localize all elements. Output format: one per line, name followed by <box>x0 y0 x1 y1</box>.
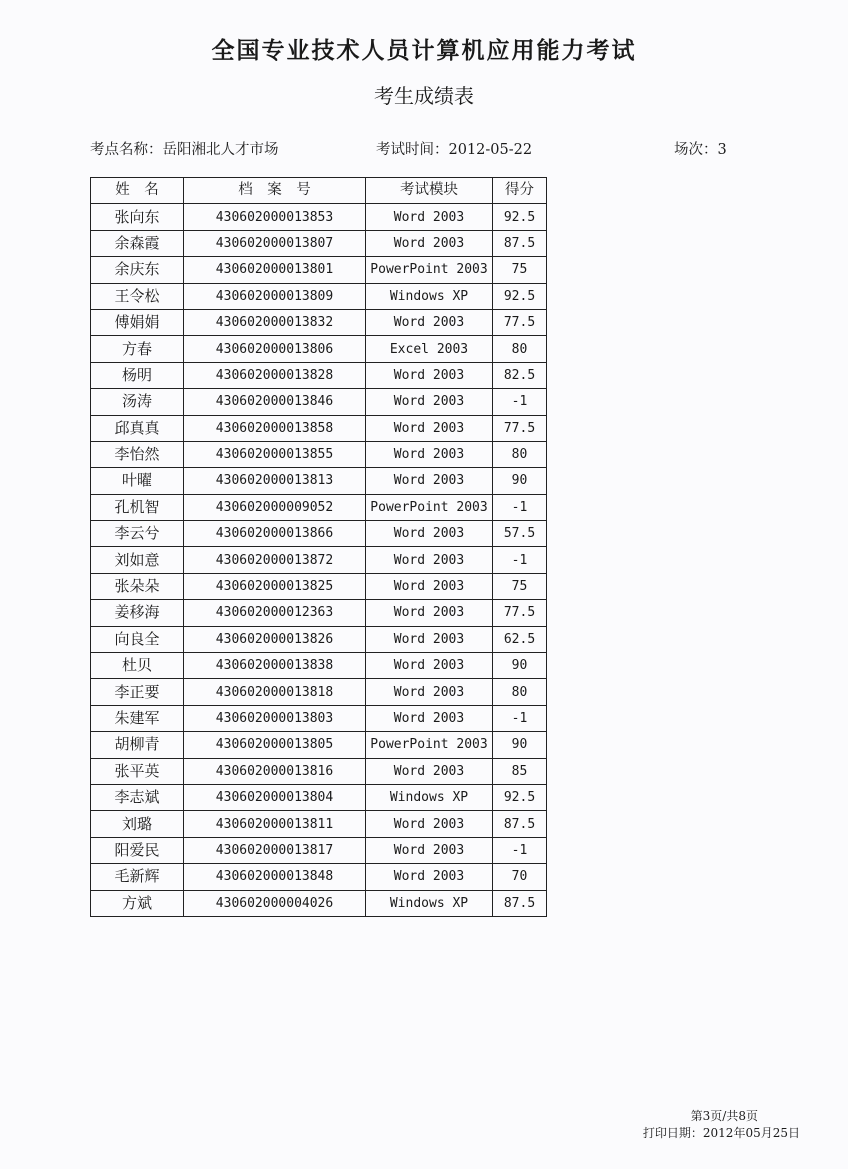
table-row <box>91 653 547 679</box>
cell-name: 向良全 <box>91 626 184 652</box>
cell-file-number: 430602000013805 <box>184 732 366 758</box>
cell-name: 邱真真 <box>91 415 184 441</box>
table-header-row <box>91 178 547 204</box>
cell-name: 姜移海 <box>91 600 184 626</box>
cell-module: PowerPoint 2003 <box>366 494 493 520</box>
cell-module: Word 2003 <box>366 811 493 837</box>
table-row <box>91 573 547 599</box>
cell-module: Word 2003 <box>366 389 493 415</box>
cell-module: Word 2003 <box>366 468 493 494</box>
exam-site: 考点名称：岳阳湘北人才市场 <box>90 142 279 158</box>
cell-file-number: 430602000013816 <box>184 758 366 784</box>
cell-score: 92.5 <box>493 283 547 309</box>
table-row <box>91 389 547 415</box>
cell-score: 80 <box>493 336 547 362</box>
cell-score: -1 <box>493 705 547 731</box>
cell-file-number: 430602000013825 <box>184 573 366 599</box>
cell-score: 90 <box>493 732 547 758</box>
table-row <box>91 811 547 837</box>
cell-file-number: 430602000004026 <box>184 890 366 916</box>
table-row <box>91 283 547 309</box>
cell-module: PowerPoint 2003 <box>366 257 493 283</box>
table-row <box>91 705 547 731</box>
cell-name: 孔机智 <box>91 494 184 520</box>
col-header-name: 姓 名 <box>91 178 184 204</box>
cell-module: Windows XP <box>366 890 493 916</box>
cell-file-number: 430602000013855 <box>184 441 366 467</box>
cell-file-number: 430602000013803 <box>184 705 366 731</box>
cell-name: 方春 <box>91 336 184 362</box>
cell-name: 杜贝 <box>91 653 184 679</box>
cell-module: Word 2003 <box>366 521 493 547</box>
cell-name: 胡柳青 <box>91 732 184 758</box>
cell-file-number: 430602000013858 <box>184 415 366 441</box>
cell-file-number: 430602000013807 <box>184 230 366 256</box>
cell-module: Windows XP <box>366 784 493 810</box>
cell-file-number: 430602000013804 <box>184 784 366 810</box>
table-row <box>91 494 547 520</box>
cell-module: Word 2003 <box>366 362 493 388</box>
table-row <box>91 336 547 362</box>
cell-file-number: 430602000013818 <box>184 679 366 705</box>
cell-score: 87.5 <box>493 890 547 916</box>
cell-name: 汤涛 <box>91 389 184 415</box>
cell-score: -1 <box>493 547 547 573</box>
table-row <box>91 468 547 494</box>
table-row <box>91 600 547 626</box>
cell-score: -1 <box>493 389 547 415</box>
table-row <box>91 890 547 916</box>
table-row <box>91 309 547 335</box>
table-row <box>91 257 547 283</box>
table-row <box>91 679 547 705</box>
cell-module: Word 2003 <box>366 864 493 890</box>
cell-name: 叶曜 <box>91 468 184 494</box>
cell-file-number: 430602000013817 <box>184 837 366 863</box>
cell-name: 余庆东 <box>91 257 184 283</box>
cell-module: Word 2003 <box>366 679 493 705</box>
cell-score: 87.5 <box>493 811 547 837</box>
cell-name: 李志斌 <box>91 784 184 810</box>
cell-score: 77.5 <box>493 415 547 441</box>
table-row <box>91 441 547 467</box>
cell-score: 57.5 <box>493 521 547 547</box>
col-header-file-number: 档 案 号 <box>184 178 366 204</box>
page-subtitle: 考生成绩表 <box>374 84 474 108</box>
cell-name: 方斌 <box>91 890 184 916</box>
table-row <box>91 758 547 784</box>
cell-score: -1 <box>493 837 547 863</box>
cell-score: 90 <box>493 468 547 494</box>
cell-file-number: 430602000013832 <box>184 309 366 335</box>
cell-name: 刘如意 <box>91 547 184 573</box>
cell-name: 杨明 <box>91 362 184 388</box>
cell-module: Word 2003 <box>366 600 493 626</box>
cell-name: 余森霞 <box>91 230 184 256</box>
cell-name: 张平英 <box>91 758 184 784</box>
table-row <box>91 837 547 863</box>
page-number: 第3页/共8页 <box>690 1109 758 1123</box>
cell-score: 80 <box>493 441 547 467</box>
cell-score: 92.5 <box>493 784 547 810</box>
cell-name: 李正要 <box>91 679 184 705</box>
cell-module: Word 2003 <box>366 573 493 599</box>
exam-time: 考试时间：2012-05-22 <box>376 142 533 158</box>
cell-module: Word 2003 <box>366 204 493 230</box>
cell-module: Word 2003 <box>366 230 493 256</box>
table-row <box>91 415 547 441</box>
page-title: 全国专业技术人员计算机应用能力考试 <box>211 38 637 64</box>
cell-file-number: 430602000013866 <box>184 521 366 547</box>
cell-file-number: 430602000013811 <box>184 811 366 837</box>
cell-name: 阳爱民 <box>91 837 184 863</box>
cell-module: Excel 2003 <box>366 336 493 362</box>
cell-score: 77.5 <box>493 309 547 335</box>
table-row <box>91 626 547 652</box>
cell-score: 70 <box>493 864 547 890</box>
cell-score: 75 <box>493 573 547 599</box>
cell-name: 毛新辉 <box>91 864 184 890</box>
cell-file-number: 430602000013848 <box>184 864 366 890</box>
cell-module: Word 2003 <box>366 758 493 784</box>
table-row <box>91 204 547 230</box>
cell-file-number: 430602000013806 <box>184 336 366 362</box>
cell-name: 张向东 <box>91 204 184 230</box>
cell-name: 李云兮 <box>91 521 184 547</box>
cell-score: 80 <box>493 679 547 705</box>
cell-module: Word 2003 <box>366 547 493 573</box>
cell-score: 75 <box>493 257 547 283</box>
cell-score: -1 <box>493 494 547 520</box>
cell-score: 62.5 <box>493 626 547 652</box>
cell-module: Word 2003 <box>366 837 493 863</box>
cell-file-number: 430602000013826 <box>184 626 366 652</box>
col-header-score: 得分 <box>493 178 547 204</box>
grades-table <box>90 177 547 917</box>
cell-module: Word 2003 <box>366 653 493 679</box>
cell-file-number: 430602000013801 <box>184 257 366 283</box>
cell-module: Word 2003 <box>366 415 493 441</box>
cell-file-number: 430602000013846 <box>184 389 366 415</box>
cell-module: Windows XP <box>366 283 493 309</box>
exam-session: 场次：3 <box>674 142 727 158</box>
table-row <box>91 784 547 810</box>
cell-module: Word 2003 <box>366 441 493 467</box>
cell-name: 张朵朵 <box>91 573 184 599</box>
cell-file-number: 430602000013853 <box>184 204 366 230</box>
cell-name: 王令松 <box>91 283 184 309</box>
cell-score: 77.5 <box>493 600 547 626</box>
cell-module: Word 2003 <box>366 705 493 731</box>
cell-file-number: 430602000013872 <box>184 547 366 573</box>
table-row <box>91 547 547 573</box>
cell-file-number: 430602000013813 <box>184 468 366 494</box>
print-date: 打印日期：2012年05月25日 <box>642 1126 800 1140</box>
cell-score: 90 <box>493 653 547 679</box>
cell-score: 85 <box>493 758 547 784</box>
table-row <box>91 732 547 758</box>
cell-file-number: 430602000013828 <box>184 362 366 388</box>
cell-module: Word 2003 <box>366 626 493 652</box>
cell-file-number: 430602000012363 <box>184 600 366 626</box>
cell-name: 傅娟娟 <box>91 309 184 335</box>
cell-name: 刘璐 <box>91 811 184 837</box>
table-row <box>91 521 547 547</box>
col-header-module: 考试模块 <box>366 178 493 204</box>
cell-name: 朱建军 <box>91 705 184 731</box>
cell-score: 87.5 <box>493 230 547 256</box>
table-body <box>91 204 547 917</box>
table-row <box>91 230 547 256</box>
cell-score: 92.5 <box>493 204 547 230</box>
cell-file-number: 430602000013809 <box>184 283 366 309</box>
cell-score: 82.5 <box>493 362 547 388</box>
cell-module: Word 2003 <box>366 309 493 335</box>
cell-file-number: 430602000009052 <box>184 494 366 520</box>
cell-file-number: 430602000013838 <box>184 653 366 679</box>
table-row <box>91 362 547 388</box>
cell-name: 李怡然 <box>91 441 184 467</box>
cell-module: PowerPoint 2003 <box>366 732 493 758</box>
table-row <box>91 864 547 890</box>
